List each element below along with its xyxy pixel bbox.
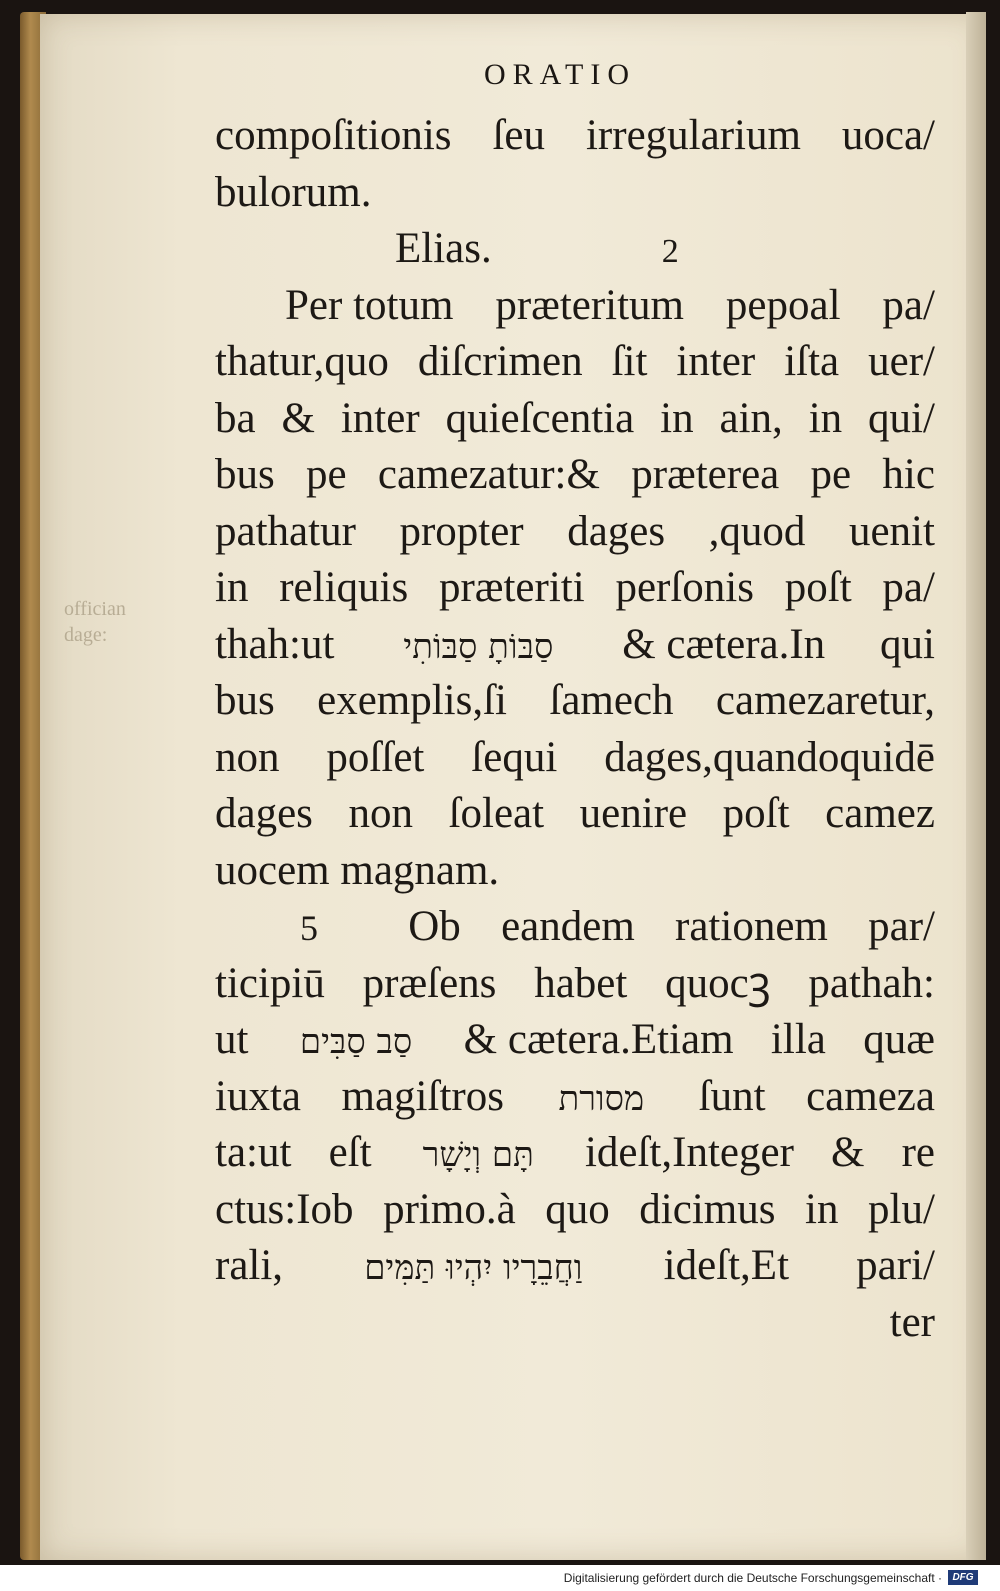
word: magiſtros: [341, 1072, 504, 1120]
word: primo.à: [383, 1185, 516, 1233]
word: bus: [215, 451, 275, 498]
word: poſt: [784, 564, 852, 611]
word: qui: [880, 620, 935, 668]
word: ut: [215, 1016, 249, 1063]
word: non: [215, 733, 280, 781]
word: uocem magnam.: [215, 846, 500, 894]
page-right-edge: [966, 12, 986, 1560]
word: hic: [882, 451, 935, 498]
word: ideſt,Et: [663, 1242, 790, 1289]
word: in: [215, 564, 249, 611]
text-line-20: [215, 1182, 935, 1239]
word: ſunt: [698, 1072, 766, 1120]
word: plu/: [868, 1185, 935, 1233]
word: pepoal: [725, 281, 841, 329]
word: uenit: [848, 507, 935, 555]
word: camezatur:&: [377, 451, 600, 498]
word: ta:ut: [215, 1129, 292, 1176]
catchword: ter: [889, 1298, 935, 1346]
word: & cætera.In: [622, 620, 826, 668]
hebrew-text: סַבּוֹתָ סַבּוֹתִי: [403, 626, 554, 667]
word: eſt: [328, 1129, 372, 1176]
word: thah:ut: [215, 620, 335, 668]
heading-elias: Elias.: [395, 225, 492, 272]
word: exemplis,ſi: [317, 677, 507, 724]
text-line-6: [215, 391, 935, 448]
word: pathatur: [215, 507, 356, 555]
hebrew-text: תָּם וְיָשָׁר: [422, 1135, 534, 1175]
word: iſta: [784, 338, 840, 385]
hebrew-text: מסורת: [558, 1078, 645, 1119]
word: quæ: [863, 1016, 935, 1063]
word: in: [808, 394, 843, 442]
word: uoca/: [841, 112, 935, 159]
word: pe: [810, 451, 852, 498]
dfg-logo: DFG: [948, 1570, 978, 1585]
word: qui/: [868, 394, 935, 442]
word: camezaretur,: [715, 677, 935, 724]
word: dages: [567, 507, 666, 555]
word: quocꝫ: [665, 959, 771, 1007]
word: poſſet: [326, 733, 425, 781]
word: Ob: [408, 903, 461, 950]
word: inter: [676, 338, 756, 385]
word: pa/: [882, 281, 935, 329]
text-line-10: [215, 617, 935, 674]
section-number: 5: [300, 908, 318, 948]
word: ctus:Iob: [215, 1185, 354, 1233]
section-number: 2: [661, 233, 679, 270]
word: præſens: [362, 959, 497, 1007]
word: pari/: [856, 1242, 935, 1289]
margin-note: [64, 596, 128, 648]
word: quo: [545, 1185, 610, 1233]
word: &: [831, 1129, 865, 1176]
word: ain,: [719, 394, 783, 442]
word: camez: [825, 790, 935, 837]
hebrew-text: סַב סַבִּים: [299, 1022, 413, 1062]
word: quieſcentia: [445, 394, 635, 442]
text-line-8: [215, 504, 935, 561]
word: præteritum: [495, 281, 685, 329]
catchword-line: [215, 1295, 935, 1352]
word: compoſitionis: [215, 112, 452, 159]
text-line-19: [215, 1125, 935, 1182]
word: iuxta: [215, 1072, 301, 1120]
word: ba: [215, 394, 256, 442]
text-line-9: [215, 560, 935, 617]
word: pathah:: [808, 959, 935, 1007]
text-line-12: [215, 730, 935, 787]
word: rali,: [215, 1242, 284, 1289]
word: bus: [215, 677, 275, 724]
word: illa: [770, 1016, 826, 1063]
section-heading: [215, 221, 935, 278]
word: ſit: [611, 338, 648, 385]
word: dicimus: [639, 1185, 776, 1233]
word: &: [281, 394, 315, 442]
word: pe: [306, 451, 347, 498]
margin-note-line: offician: [64, 598, 126, 620]
word: dages,quandoquidē: [604, 733, 935, 781]
text-line-17: [215, 1012, 935, 1069]
word: irregularium: [585, 112, 801, 159]
text-line-7: [215, 447, 935, 504]
word: propter: [399, 507, 524, 555]
word: ,quod: [708, 507, 806, 555]
hebrew-text: וַחֲבֵרָיו יִהְיוּ תַּמִּים: [364, 1248, 583, 1288]
text-line-21: [215, 1238, 935, 1295]
word: habet: [534, 959, 628, 1007]
digitization-credit: Digitalisierung gefördert durch die Deutsche Forschungsgemeinschaft ·: [563, 1571, 942, 1585]
word: uenire: [579, 790, 688, 837]
word: bulorum.: [215, 168, 372, 216]
word: & cætera.Etiam: [463, 1016, 734, 1063]
text-line-14: [215, 843, 935, 900]
word: ſeu: [492, 112, 546, 159]
word: in: [805, 1185, 839, 1233]
word: re: [901, 1129, 935, 1176]
text-line-18: [215, 1069, 935, 1126]
text-line-16: [215, 956, 935, 1013]
word: non: [348, 790, 413, 837]
word: rationem: [675, 903, 828, 950]
word: poſt: [722, 790, 790, 837]
text-line-11: [215, 673, 935, 730]
word: in: [660, 394, 694, 442]
word: inter: [340, 394, 420, 442]
word: ſequi: [471, 733, 558, 781]
word: ideſt,Integer: [584, 1129, 794, 1176]
text-line-1: [215, 108, 935, 165]
word: pa/: [882, 564, 935, 611]
word: Per totum: [285, 281, 454, 329]
word: thatur,quo: [215, 338, 389, 385]
text-line-15: [215, 899, 935, 956]
word: dages: [215, 790, 313, 837]
word: præteriti: [438, 564, 585, 611]
text-line-5: [215, 334, 935, 391]
running-head: ORATIO: [484, 58, 636, 91]
word: eandem: [501, 903, 635, 950]
body-text: [215, 108, 935, 1351]
word: perſonis: [615, 564, 754, 611]
word: ticipiū: [215, 959, 325, 1007]
word: par/: [868, 903, 935, 950]
word: præterea: [631, 451, 780, 498]
word: cameza: [806, 1072, 935, 1120]
text-line-4: [215, 278, 935, 335]
word: diſcrimen: [417, 338, 583, 385]
text-line-13: [215, 786, 935, 843]
word: ſoleat: [448, 790, 545, 837]
margin-note-line: dage:: [64, 624, 108, 646]
text-line-2: [215, 165, 935, 222]
word: reliquis: [279, 564, 409, 611]
word: ſamech: [549, 677, 674, 724]
word: uer/: [868, 338, 935, 385]
